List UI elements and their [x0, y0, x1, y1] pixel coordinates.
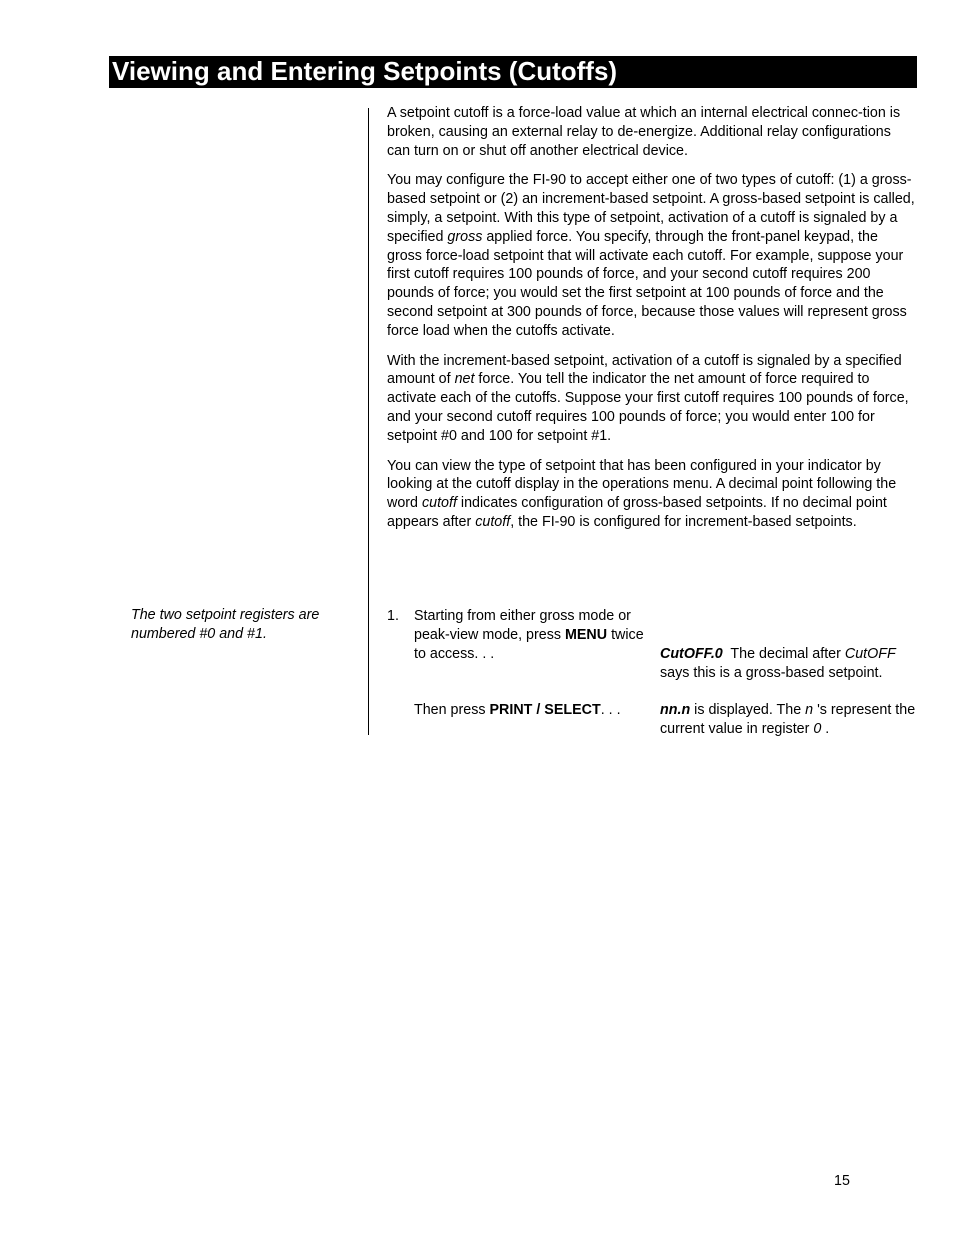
paragraph-gross-setpoint: You may configure the FI-90 to accept either one of two types of cutoff: (1) a gross-based setpoint or (2) an increment-based setpoint. A gross-based setpoint is called, simply, a setpoint. With this type of setpoint, activation of a cutoff is signaled by a specified gross applied force. You specify, through the front-panel keypad, the gross force-load setpoint that will activate each cutoff. For example, suppose your first cutoff requires 100 pounds of force, and your second cutoff requires 200 pounds of force; you would set the first setpoint at 100 pounds of force and the second setpoint at 300 pounds of force, because those values will represent gross force load when the cutoffs activate. [387, 172, 915, 339]
title-bar [109, 56, 917, 88]
emphasis-net: net [454, 371, 475, 388]
column-divider [368, 108, 369, 735]
page-title: Viewing and Entering Setpoints (Cutoffs) [112, 56, 618, 86]
body-text [387, 104, 915, 543]
paragraph-view-type: You can view the type of setpoint that has been configured in your indicator by looking at the cutoff display in the operations menu. A decimal point following the word cutoff indicates configuration of gross-based setpoints. If no decimal point appears after cutoff, the FI-90 is configured for increment-based setpoints. [387, 457, 897, 530]
emphasis-cutoff: cutoff [421, 495, 457, 512]
step-instruction: Starting from either gross mode or peak-view mode, press MENU twice to access. . . [414, 608, 644, 662]
display-code: nn.n [660, 702, 691, 718]
step-then-result: nn.n is displayed. The n 's represent the current value in register 0 . [660, 702, 916, 737]
step-then-instruction: Then press PRINT / SELECT. . . [414, 702, 621, 718]
key-print-select: PRINT / SELECT [489, 702, 601, 718]
step-number: 1. [387, 608, 399, 624]
emphasis-cutoff: cutoff [475, 513, 511, 530]
display-code: CutOFF.0 [660, 646, 723, 662]
paragraph-increment-setpoint: With the increment-based setpoint, activation of a cutoff is signaled by a specified amount of net force. You tell the indicator the net amount of force required to activate each of the cutoffs. Suppose your first cutoff requires 100 pounds of force, and your second cutoff requires 100 pounds of force; you would enter 100 for setpoint #0 and 100 for setpoint #1. [387, 352, 909, 444]
sidenote: The two setpoint registers are numbered #0 and #1. [131, 607, 320, 642]
paragraph-intro: A setpoint cutoff is a force-load value at which an internal electrical connec-tion is broken, causing an external relay to de-energize. Additional relay configurations can turn on or shut off another electrical device. [387, 105, 901, 159]
page-number: 15 [834, 1173, 850, 1189]
step-result: CutOFF.0 The decimal after CutOFF says this is a gross-based setpoint. [660, 646, 896, 681]
emphasis-gross: gross [447, 228, 483, 245]
key-menu: MENU [564, 627, 608, 643]
